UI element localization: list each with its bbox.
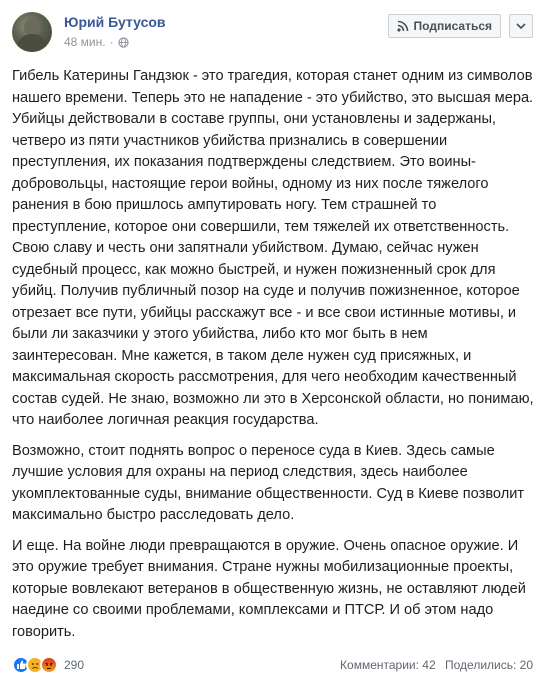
post-stats	[334, 658, 533, 672]
post-meta	[64, 35, 129, 49]
avatar[interactable]	[12, 12, 52, 52]
post-paragraph: Гибель Катерины Гандзюк - это трагедия, которая станет одним из символов нашего времени. Теперь это не нападение - это убийство, это высшая мера. Убийцы действовали в составе группы, они установлены и задержаны, четверо из пяти участников убийства признались в совершении преступления, их показания подтверждены следствием. Это воины-добровольцы, настоящие герои войны, одному из них после тяжелого ранения в бою пришлось ампутировать ногу. Тем страшней то преступление, которое они совершили, тем тяжелей их ответственность. Свою славу и честь они запятнали убийством. Думаю, сейчас нужен судебный процесс, как можно быстрей, и нужен пожизненный срок для убийц. Получив публичный позор на суде и получив пожизненное, которое отрезает все пути, убийцы расскажут все - и все свои истинные мотивы, и были ли заказчики у этого убийства, либо кто мог быть в нем заинтересован. Мне кажется, в таком деле нужен суд присяжных, и максимальная скорость рассмотрения, для чего необходим качественный состав судей. Не знаю, возможно ли это в Херсонской области, но понимаю, что наиболее логичная реакция государства.	[12, 68, 534, 428]
post-body	[12, 66, 534, 652]
angry-icon	[40, 656, 58, 674]
more-options-button[interactable]	[509, 14, 533, 38]
post-paragraph: И еще. На войне люди превращаются в оружие. Очень опасное оружие. И это оружие требует внимания. Стране нужны мобилизационные проекты, которые вовлекают ветеранов в общественную жизнь, не оставляют людей наедине со своими проблемами, комплексами и ПТСР. И об этом надо говорить.	[12, 537, 526, 640]
shares-count[interactable]: Поделились: 20	[445, 658, 533, 672]
chevron-down-icon	[516, 23, 526, 29]
reactions-summary[interactable]	[12, 656, 84, 674]
subscribe-label: Подписаться	[413, 19, 492, 33]
comments-count[interactable]: Комментарии: 42	[340, 658, 436, 672]
meta-separator: ·	[109, 35, 114, 49]
rss-icon	[397, 20, 409, 32]
subscribe-button[interactable]	[388, 14, 501, 38]
post-footer	[12, 656, 533, 676]
post-paragraph: Возможно, стоит поднять вопрос о переносе суда в Киев. Здесь самые лучшие условия для охраны на период следствия, здесь наиболее укомплектованные суды, внимание общественности. Суд в Киеве позволит максимально быстро расследовать дело.	[12, 442, 525, 523]
post-header	[12, 10, 533, 54]
globe-icon	[118, 37, 129, 48]
author-name[interactable]: Юрий Бутусов	[64, 14, 166, 30]
post-time[interactable]: 48 мин.	[64, 35, 106, 49]
reaction-count[interactable]: 290	[64, 658, 85, 672]
